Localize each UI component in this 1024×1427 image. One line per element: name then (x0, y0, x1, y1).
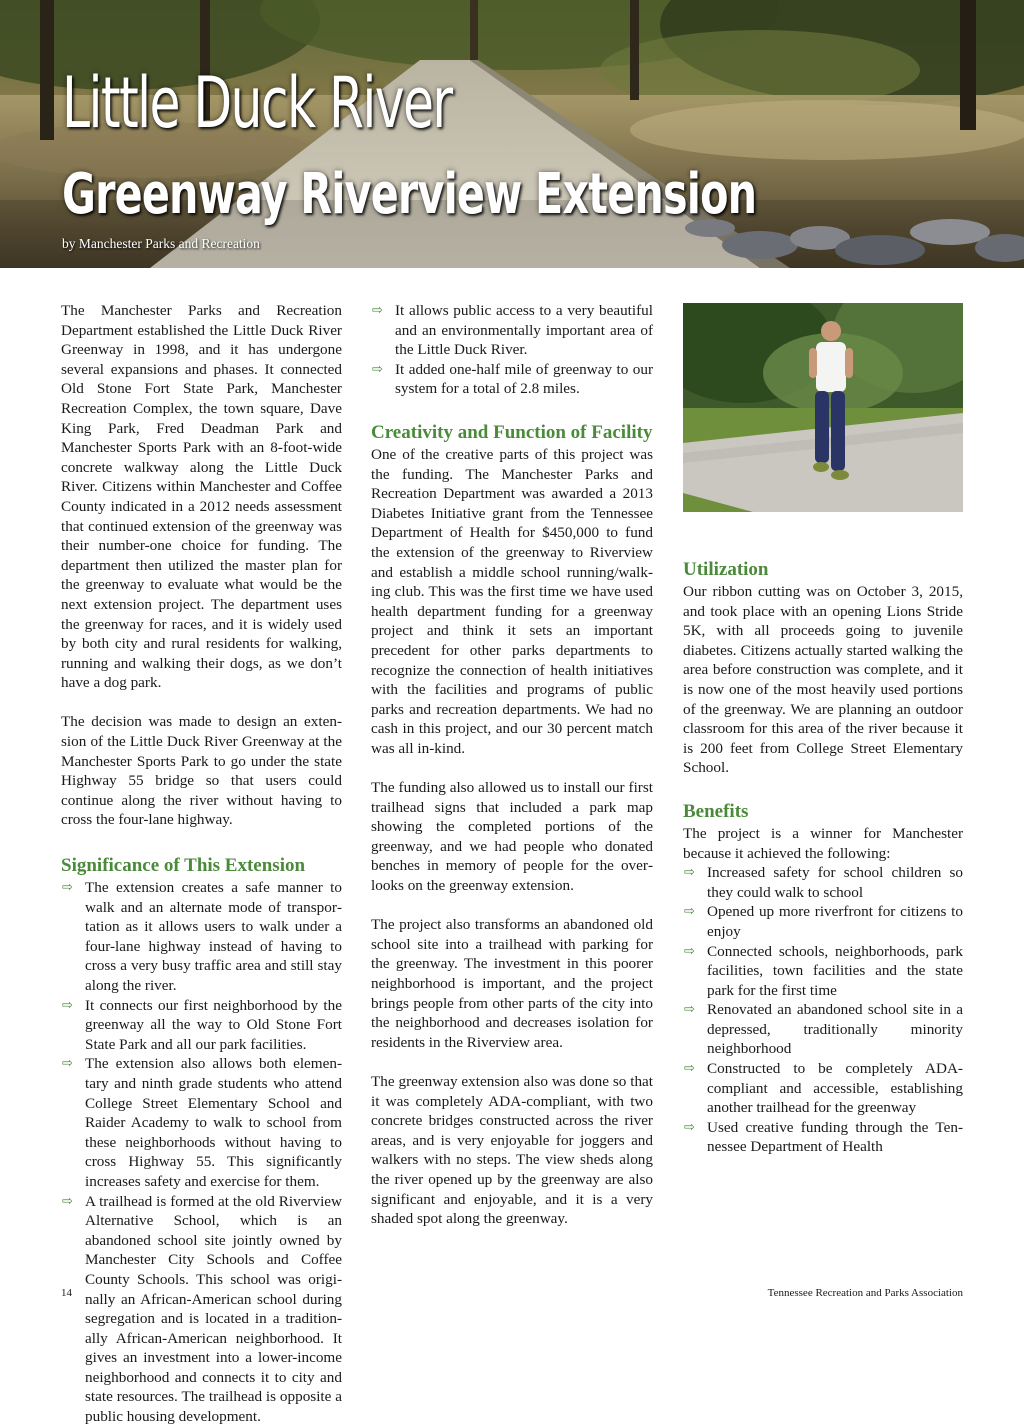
title-line-2: Greenway Riverview Extension (62, 162, 757, 227)
list-item: ⇨ Opened up more riverfront for citizens to enjoy (684, 903, 963, 940)
significance-heading: Significance of This Extension (61, 855, 306, 877)
creativity-heading: Creativity and Function of Facility (371, 421, 653, 443)
list-item: ⇨ Renovated an abandoned school site in a depressed, traditionally minority neighborhood (684, 1001, 963, 1058)
arrow-bullet-icon: ⇨ (62, 880, 73, 896)
jogger-photo (683, 303, 963, 512)
significance-list-continued (371, 301, 653, 399)
page-number: 14 (61, 1287, 72, 1299)
benefits-heading: Benefits (683, 800, 749, 822)
arrow-bullet-icon: ⇨ (684, 1061, 695, 1077)
byline: by Manchester Parks and Recreation (62, 236, 260, 251)
list-item: ⇨ Connected schools, neighborhoods, park facilities, town facilities and the state park for the first time (684, 942, 963, 999)
list-item-trailhead: ⇨ A trailhead is formed at the old Riverview Alternative School, which is an abandoned school site jointly owned by Manchester City Schools and Coffee County Schools. This school was originally an African-American school during segregation and is located in a traditionally African-American neighborhood. It gives an investment into a lower-income neighborhood and connects it to city and state resources. The trailhead is opposite a public housing development. (62, 1192, 342, 1426)
arrow-bullet-icon: ⇨ (684, 1002, 695, 1018)
column-1 (61, 301, 342, 1427)
arrow-bullet-icon: ⇨ (372, 361, 383, 377)
arrow-bullet-icon: ⇨ (62, 997, 73, 1013)
trailhead-signs-paragraph: The funding also allowed us to install our first trailhead signs that included a park map showing the completed portions of the greenway, and we had people who donated benches in memory of people for the overlooks on the greenway extension. (371, 779, 653, 895)
publication-name: Tennessee Recreation and Parks Association (767, 1287, 963, 1299)
arrow-bullet-icon: ⇨ (684, 904, 695, 920)
list-item: ⇨ Increased safety for school children so they could walk to school (684, 864, 963, 901)
transform-paragraph: The project also transforms an abandoned old school site into a trailhead with parking for the greenway. The investment in this poorer neighborhood is important, and the project brings people from other parts of the city into the neighborhood and decreases isolation for residents in the Riverview area. (371, 916, 653, 1051)
funding-paragraph: One of the creative parts of this project was the funding. The Manchester Parks and Recreation Department was awarded a 2013 Diabetes Initiative grant from the Tennessee Department of Health for $450,000 to fund the extension of the greenway to Riverview and establish a middle school running/walking club. This was the first time we have used health department funding for a greenway project and think it sets an important precedent for other parks departments to recognize the connection of health initiatives with the facilities and programs of public parks and recreation departments. We had no cash in this project, and our 30 percent match was all in-kind. (371, 445, 653, 757)
arrow-bullet-icon: ⇨ (372, 303, 383, 318)
list-item: ⇨ Constructed to be completely ADA-compliant and accessible, establishing another trailhead for the greenway (684, 1060, 963, 1117)
hero-banner (0, 0, 1024, 268)
arrow-bullet-icon: ⇨ (684, 1119, 695, 1135)
significance-list (61, 878, 342, 1427)
column-3 (683, 536, 963, 1157)
arrow-bullet-icon: ⇨ (684, 943, 695, 959)
utilization-paragraph: Our ribbon cutting was on October 3, 2015, and took place with an opening Lions Stride 5K, with all proceeds going to juvenile diabetes. Citizens actually started walking the area before construction was complete, and it is now one of the most heavily used portions of the greenway. We are planning an outdoor classroom for this area of the river because it is 200 feet from College Street Elementary School. (683, 583, 963, 777)
list-item: ⇨ Used creative funding through the Tennessee Department of Health (684, 1118, 963, 1156)
utilization-heading: Utilization (683, 559, 769, 580)
title-line-1: Little Duck River (62, 62, 452, 144)
list-item: ⇨ The extension creates a safe manner to walk and an alternate mode of transportation as it allows users to walk under a four-lane highway instead of having to cross a very busy traffic area and still stay along the river. (62, 879, 342, 994)
ada-paragraph: The greenway extension also was done so that it was completely ADA-compliant, with two concrete bridges constructed across the river areas, and is very enjoyable for joggers and walkers with no steps. The view sheds along the river opened up by the greenway are also significant and enjoyable, and it is a very shaded spot along the greenway. (371, 1072, 653, 1228)
list-item: ⇨ The extension also allows both elementary and ninth grade students who attend College Street Elementary School and Raider Academy to walk to school from these neighborhoods without having to cross Highway 55. This significantly increases safety and exercise for them. (62, 1055, 342, 1190)
list-item: ⇨ It added one-half mile of greenway to our system for a total of 2.8 miles. (372, 360, 653, 398)
benefits-intro: The project is a winner for Manchester because it achieved the following: (683, 824, 963, 862)
intro-paragraph: The Manchester Parks and Recreation Department established the Little Duck River Greenway in 1998, and it has undergone several expansions and phases. It connected Old Stone Fort State Park, Manchester Recreation Complex, the town square, Dave King Park, Fred Deadman Park and Manchester Sports Park with an 8-foot-wide concrete walkway along the Little Duck River. Citizens within Manchester and Coffee County indicated in a 2012 needs assessment that continued extension of the greenway was their number-one choice for funding. The department then utilized the master plan for the greenway to evaluate what would be the next extension project. The department uses the greenway for races, and it is widely used by both city and rural residents for walking, running and walking their dogs, as we don’t have a dog park. (61, 302, 342, 692)
benefits-list (683, 863, 963, 1157)
list-item: ⇨ It allows public access to a very beautiful and an environmentally important area of the Little Duck River. (372, 302, 653, 359)
decision-paragraph: The decision was made to design an extension of the Little Duck River Greenway at the Manchester Sports Park to go under the state Highway 55 bridge so that users could continue along the river without having to cross the four-lane highway. (61, 713, 342, 829)
column-2 (371, 301, 653, 1229)
arrow-bullet-icon: ⇨ (684, 865, 695, 881)
arrow-bullet-icon: ⇨ (62, 1193, 73, 1209)
arrow-bullet-icon: ⇨ (62, 1056, 73, 1072)
list-item: ⇨ It connects our first neighborhood by the greenway all the way to Old Stone Fort State Park and all our park facilities. (62, 996, 342, 1053)
